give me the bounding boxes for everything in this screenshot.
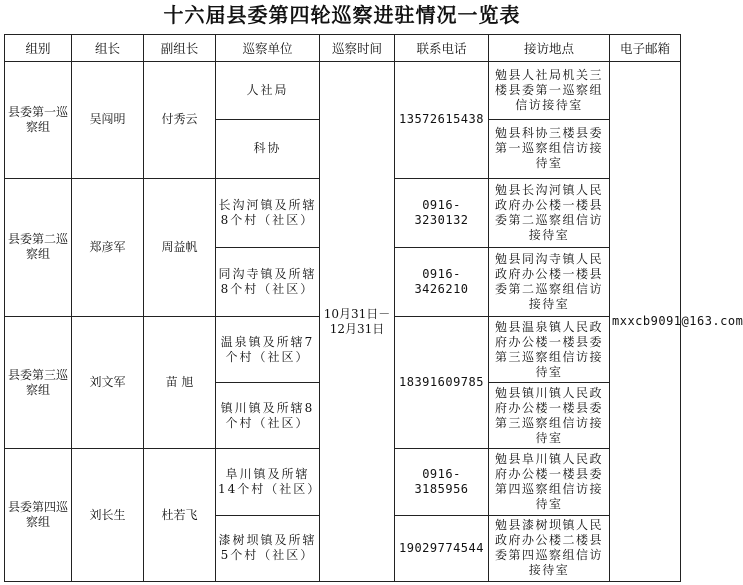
group-name: 县委第二巡察组 xyxy=(5,178,72,317)
reception-address: 勉县漆树坝镇人民政府办公楼二楼县委第四巡察组信访接待室 xyxy=(489,515,610,581)
table-row xyxy=(5,62,681,120)
reception-address: 勉县科协三楼县委第一巡察组信访接待室 xyxy=(489,120,610,178)
inspected-unit: 科协 xyxy=(216,120,320,178)
contact-phone: 0916-3185956 xyxy=(395,449,489,515)
header-phone: 联系电话 xyxy=(395,35,489,62)
group-deputy: 付秀云 xyxy=(144,62,216,178)
reception-address: 勉县同沟寺镇人民政府办公楼一楼县委第二巡察组信访接待室 xyxy=(489,247,610,316)
header-deputy: 副组长 xyxy=(144,35,216,62)
contact-phone: 0916-3230132 xyxy=(395,178,489,247)
reception-address: 勉县镇川镇人民政府办公楼一楼县委第三巡察组信访接待室 xyxy=(489,383,610,449)
contact-phone: 18391609785 xyxy=(395,317,489,449)
header-row xyxy=(5,35,681,62)
contact-phone: 13572615438 xyxy=(395,62,489,178)
group-deputy: 周益帆 xyxy=(144,178,216,317)
inspected-unit: 阜川镇及所辖14个村（社区） xyxy=(216,449,320,515)
group-leader: 刘文军 xyxy=(72,317,144,449)
page-title: 十六届县委第四轮巡察进驻情况一览表 xyxy=(163,3,521,27)
header-unit: 巡察单位 xyxy=(216,35,320,62)
group-leader: 刘长生 xyxy=(72,449,144,582)
inspected-unit: 人社局 xyxy=(216,62,320,120)
contact-phone: 19029774544 xyxy=(395,515,489,581)
reception-address: 勉县温泉镇人民政府办公楼一楼县委第三巡察组信访接待室 xyxy=(489,317,610,383)
group-name: 县委第三巡察组 xyxy=(5,317,72,449)
header-email: 电子邮箱 xyxy=(610,35,681,62)
group-deputy: 苗 旭 xyxy=(144,317,216,449)
header-group: 组别 xyxy=(5,35,72,62)
header-time: 巡察时间 xyxy=(320,35,395,62)
contact-phone: 0916-3426210 xyxy=(395,247,489,316)
inspected-unit: 同沟寺镇及所辖8个村（社区） xyxy=(216,247,320,316)
inspected-unit: 镇川镇及所辖8个村（社区） xyxy=(216,383,320,449)
reception-address: 勉县阜川镇人民政府办公楼一楼县委第四巡察组信访接待室 xyxy=(489,449,610,515)
inspected-unit: 长沟河镇及所辖8个村（社区） xyxy=(216,178,320,247)
inspected-unit: 温泉镇及所辖7个村（社区） xyxy=(216,317,320,383)
group-name: 县委第一巡察组 xyxy=(5,62,72,178)
email-address: mxxcb9091@163.com xyxy=(610,62,681,582)
group-deputy: 杜若飞 xyxy=(144,449,216,582)
reception-address: 勉县人社局机关三楼县委第一巡察组信访接待室 xyxy=(489,62,610,120)
header-address: 接访地点 xyxy=(489,35,610,62)
group-leader: 郑彦军 xyxy=(72,178,144,317)
inspection-time: 10月31日－12月31日 xyxy=(320,62,395,582)
reception-address: 勉县长沟河镇人民政府办公楼一楼县委第二巡察组信访接待室 xyxy=(489,178,610,247)
group-leader: 吴闯明 xyxy=(72,62,144,178)
inspected-unit: 漆树坝镇及所辖5个村（社区） xyxy=(216,515,320,581)
header-leader: 组长 xyxy=(72,35,144,62)
group-name: 县委第四巡察组 xyxy=(5,449,72,582)
inspection-table xyxy=(4,34,743,582)
